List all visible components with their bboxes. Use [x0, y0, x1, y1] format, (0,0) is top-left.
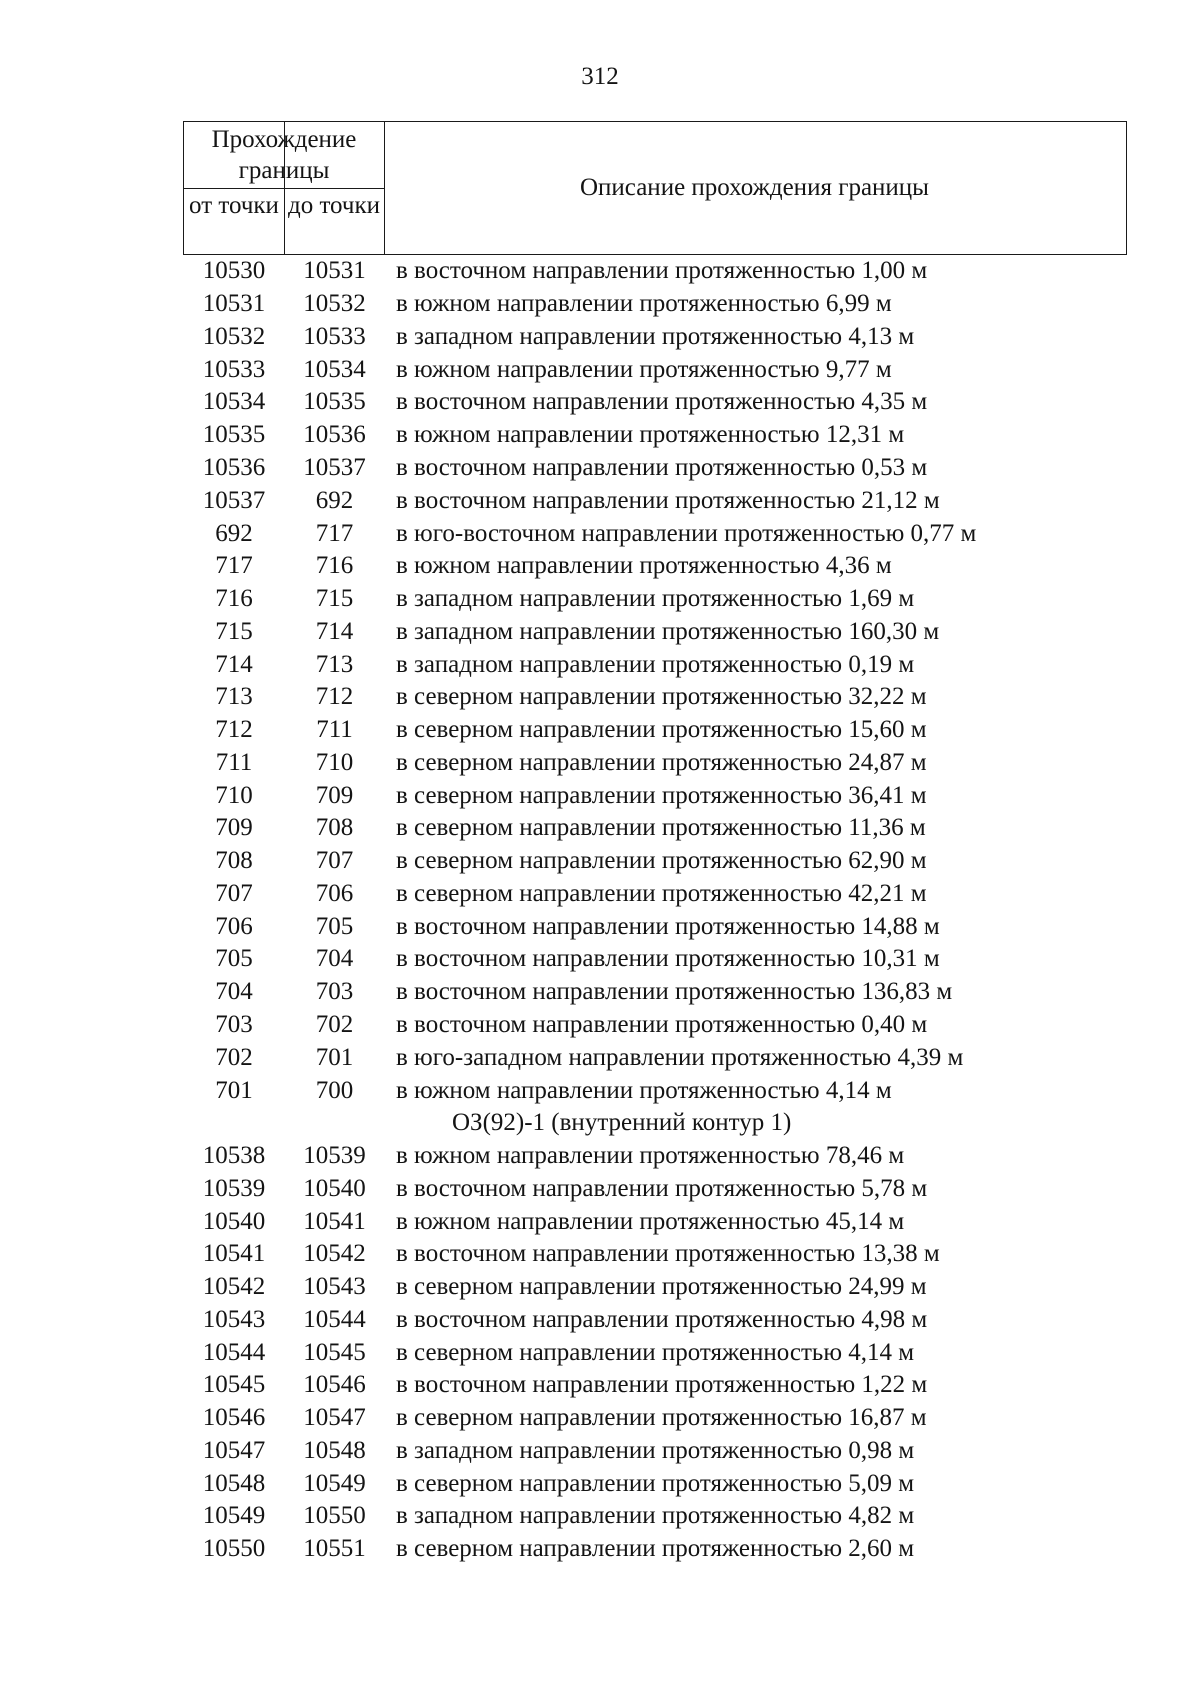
- from-point-cell: 712: [215, 716, 253, 744]
- from-point-cell: 10535: [202, 421, 266, 449]
- subsection-title: ОЗ(92)-1 (внутренний контур 1): [452, 1108, 792, 1136]
- to-point-cell: 706: [315, 879, 354, 907]
- description-cell: в северном направлении протяженностью 24,87 м: [396, 748, 927, 776]
- from-point-cell: 10542: [202, 1273, 266, 1301]
- from-point-cell: 707: [215, 879, 253, 907]
- table-rows-section-1: [183, 255, 1127, 1107]
- from-point-cell: 705: [215, 945, 253, 973]
- from-point-cell: 10548: [202, 1469, 266, 1497]
- description-cell: в восточном направлении протяженностью 1,22 м: [396, 1371, 928, 1399]
- table-row: [183, 845, 1127, 878]
- table-row: [183, 746, 1127, 779]
- from-point-cell: 702: [215, 1043, 253, 1071]
- to-point-cell: 703: [315, 978, 354, 1006]
- description-cell: в северном направлении протяженностью 15,60 м: [396, 716, 927, 744]
- from-point-cell: 10549: [202, 1502, 266, 1530]
- header-to-point: до точки: [287, 192, 381, 219]
- table-row: [183, 1402, 1127, 1435]
- description-cell: в северном направлении протяженностью 5,09 м: [396, 1469, 915, 1497]
- from-point-cell: 708: [215, 847, 253, 875]
- to-point-cell: 702: [315, 1010, 354, 1038]
- table-row: [183, 386, 1127, 419]
- description-cell: в восточном направлении протяженностью 10,31 м: [396, 945, 940, 973]
- description-cell: в южном направлении протяженностью 45,14 м: [396, 1207, 905, 1235]
- description-cell: в восточном направлении протяженностью 4,98 м: [396, 1305, 928, 1333]
- to-point-cell: 714: [315, 617, 354, 645]
- to-point-cell: 10535: [303, 388, 366, 416]
- to-point-cell: 10541: [303, 1207, 366, 1235]
- table-row: [183, 779, 1127, 812]
- table-row: [183, 648, 1127, 681]
- table-row: [183, 452, 1127, 485]
- to-point-cell: 10544: [303, 1305, 366, 1333]
- to-point-cell: 700: [315, 1076, 354, 1104]
- to-point-cell: 708: [315, 814, 354, 842]
- description-cell: в северном направлении протяженностью 16,87 м: [396, 1404, 927, 1432]
- table-row: [183, 976, 1127, 1009]
- to-point-cell: 10550: [303, 1502, 366, 1530]
- description-cell: в южном направлении протяженностью 4,36 м: [396, 552, 892, 580]
- description-cell: в западном направлении протяженностью 4,13 м: [396, 322, 915, 350]
- from-point-cell: 10534: [202, 388, 266, 416]
- from-point-cell: 10543: [202, 1305, 266, 1333]
- table-row: [183, 1009, 1127, 1042]
- table-row: [183, 550, 1127, 583]
- table-row: [183, 321, 1127, 354]
- from-point-cell: 703: [215, 1010, 253, 1038]
- to-point-cell: 10545: [303, 1338, 366, 1366]
- from-point-cell: 717: [215, 552, 253, 580]
- to-point-cell: 701: [315, 1043, 354, 1071]
- from-point-cell: 10541: [202, 1240, 266, 1268]
- from-point-cell: 10540: [202, 1207, 266, 1235]
- header-description: Описание прохождения границы: [580, 174, 929, 201]
- description-cell: в восточном направлении протяженностью 0,40 м: [396, 1010, 928, 1038]
- from-point-cell: 706: [215, 912, 253, 940]
- from-point-cell: 692: [215, 519, 253, 547]
- to-point-cell: 10534: [303, 355, 366, 383]
- table-row: [183, 353, 1127, 386]
- description-cell: в южном направлении протяженностью 6,99 м: [396, 290, 892, 318]
- table-row: [183, 1271, 1127, 1304]
- to-point-cell: 10549: [303, 1469, 366, 1497]
- description-cell: в восточном направлении протяженностью 0,53 м: [396, 453, 928, 481]
- from-point-cell: 10538: [202, 1142, 266, 1170]
- table-row: [183, 1336, 1127, 1369]
- to-point-cell: 715: [315, 585, 354, 613]
- description-cell: в северном направлении протяженностью 32,22 м: [396, 683, 927, 711]
- description-cell: в южном направлении протяженностью 12,31 м: [396, 421, 905, 449]
- description-cell: в северном направлении протяженностью 36,41 м: [396, 781, 927, 809]
- from-point-cell: 10539: [202, 1174, 266, 1202]
- description-cell: в восточном направлении протяженностью 21,12 м: [396, 486, 940, 514]
- from-point-cell: 10546: [202, 1404, 266, 1432]
- table-row: [183, 1074, 1127, 1107]
- table-row: [183, 943, 1127, 976]
- description-cell: в южном направлении протяженностью 9,77 м: [396, 355, 892, 383]
- from-point-cell: 713: [215, 683, 253, 711]
- table-row: [183, 1435, 1127, 1468]
- to-point-cell: 710: [315, 748, 354, 776]
- table-row: [183, 1140, 1127, 1173]
- to-point-cell: 709: [315, 781, 354, 809]
- description-cell: в западном направлении протяженностью 0,98 м: [396, 1436, 915, 1464]
- description-cell: в юго-восточном направлении протяженностью 0,77 м: [396, 519, 977, 547]
- description-cell: в юго-западном направлении протяженностью 4,39 м: [396, 1043, 964, 1071]
- table-row: [183, 910, 1127, 943]
- from-point-cell: 714: [215, 650, 253, 678]
- description-cell: в северном направлении протяженностью 4,14 м: [396, 1338, 915, 1366]
- to-point-cell: 692: [315, 486, 354, 514]
- from-point-cell: 716: [215, 585, 253, 613]
- to-point-cell: 10548: [303, 1436, 366, 1464]
- to-point-cell: 10551: [303, 1535, 366, 1563]
- description-cell: в восточном направлении протяженностью 13,38 м: [396, 1240, 940, 1268]
- to-point-cell: 705: [315, 912, 354, 940]
- from-point-cell: 10532: [202, 322, 266, 350]
- table-row: [183, 1172, 1127, 1205]
- table-row: [183, 1369, 1127, 1402]
- table-row: [183, 714, 1127, 747]
- from-point-cell: 10530: [202, 257, 266, 285]
- table-row: [183, 583, 1127, 616]
- description-cell: в восточном направлении протяженностью 14,88 м: [396, 912, 940, 940]
- description-cell: в восточном направлении протяженностью 5,78 м: [396, 1174, 928, 1202]
- from-point-cell: 701: [215, 1076, 253, 1104]
- table-row: [183, 419, 1127, 452]
- from-point-cell: 709: [215, 814, 253, 842]
- to-point-cell: 711: [316, 716, 353, 744]
- to-point-cell: 717: [315, 519, 354, 547]
- to-point-cell: 712: [315, 683, 354, 711]
- description-cell: в западном направлении протяженностью 4,82 м: [396, 1502, 915, 1530]
- from-point-cell: 10536: [202, 453, 266, 481]
- to-point-cell: 10533: [303, 322, 366, 350]
- from-point-cell: 10547: [202, 1436, 266, 1464]
- to-point-cell: 10536: [303, 421, 366, 449]
- description-cell: в восточном направлении протяженностью 136,83 м: [396, 978, 953, 1006]
- to-point-cell: 10547: [303, 1404, 366, 1432]
- description-cell: в восточном направлении протяженностью 4,35 м: [396, 388, 928, 416]
- to-point-cell: 10531: [303, 257, 366, 285]
- table-row: [183, 517, 1127, 550]
- from-point-cell: 10533: [202, 355, 266, 383]
- description-cell: в северном направлении протяженностью 11,36 м: [396, 814, 926, 842]
- table-row: [183, 484, 1127, 517]
- table-row: [183, 812, 1127, 845]
- description-cell: в южном направлении протяженностью 78,46 м: [396, 1142, 905, 1170]
- description-cell: в северном направлении протяженностью 24,99 м: [396, 1273, 927, 1301]
- table-row: [183, 1205, 1127, 1238]
- table-row: [183, 255, 1127, 288]
- table-row: [183, 1304, 1127, 1337]
- to-point-cell: 10540: [303, 1174, 366, 1202]
- header-passage: Прохождение границы: [211, 126, 357, 184]
- description-cell: в западном направлении протяженностью 0,19 м: [396, 650, 915, 678]
- from-point-cell: 10550: [202, 1535, 266, 1563]
- from-point-cell: 10531: [202, 290, 266, 318]
- table-row: [183, 878, 1127, 911]
- table-header: [183, 121, 1127, 255]
- table-row: [183, 288, 1127, 321]
- header-from-point: от точки: [189, 192, 279, 219]
- from-point-cell: 711: [215, 748, 253, 776]
- description-cell: в северном направлении протяженностью 42,21 м: [396, 879, 927, 907]
- description-cell: в восточном направлении протяженностью 1,00 м: [396, 257, 928, 285]
- page-number: 312: [581, 63, 619, 90]
- to-point-cell: 10542: [303, 1240, 366, 1268]
- table-row: [183, 1467, 1127, 1500]
- from-point-cell: 704: [215, 978, 253, 1006]
- table-row: [183, 1533, 1127, 1566]
- table-body: [183, 255, 1127, 1566]
- from-point-cell: 10545: [202, 1371, 266, 1399]
- to-point-cell: 713: [315, 650, 354, 678]
- description-cell: в северном направлении протяженностью 2,60 м: [396, 1535, 915, 1563]
- description-cell: в южном направлении протяженностью 4,14 м: [396, 1076, 892, 1104]
- to-point-cell: 10543: [303, 1273, 366, 1301]
- table-rows-section-2: [183, 1140, 1127, 1566]
- table-row: [183, 1238, 1127, 1271]
- to-point-cell: 704: [315, 945, 354, 973]
- to-point-cell: 716: [315, 552, 354, 580]
- table-row: [183, 615, 1127, 648]
- to-point-cell: 10546: [303, 1371, 366, 1399]
- description-cell: в западном направлении протяженностью 160,30 м: [396, 617, 940, 645]
- table-row: [183, 1500, 1127, 1533]
- from-point-cell: 710: [215, 781, 253, 809]
- from-point-cell: 10544: [202, 1338, 266, 1366]
- to-point-cell: 10537: [303, 453, 366, 481]
- to-point-cell: 10532: [303, 290, 366, 318]
- from-point-cell: 715: [215, 617, 253, 645]
- to-point-cell: 10539: [303, 1142, 366, 1170]
- to-point-cell: 707: [315, 847, 354, 875]
- table-row: [183, 1041, 1127, 1074]
- table-row: [183, 681, 1127, 714]
- description-cell: в северном направлении протяженностью 62,90 м: [396, 847, 927, 875]
- description-cell: в западном направлении протяженностью 1,69 м: [396, 585, 915, 613]
- from-point-cell: 10537: [202, 486, 266, 514]
